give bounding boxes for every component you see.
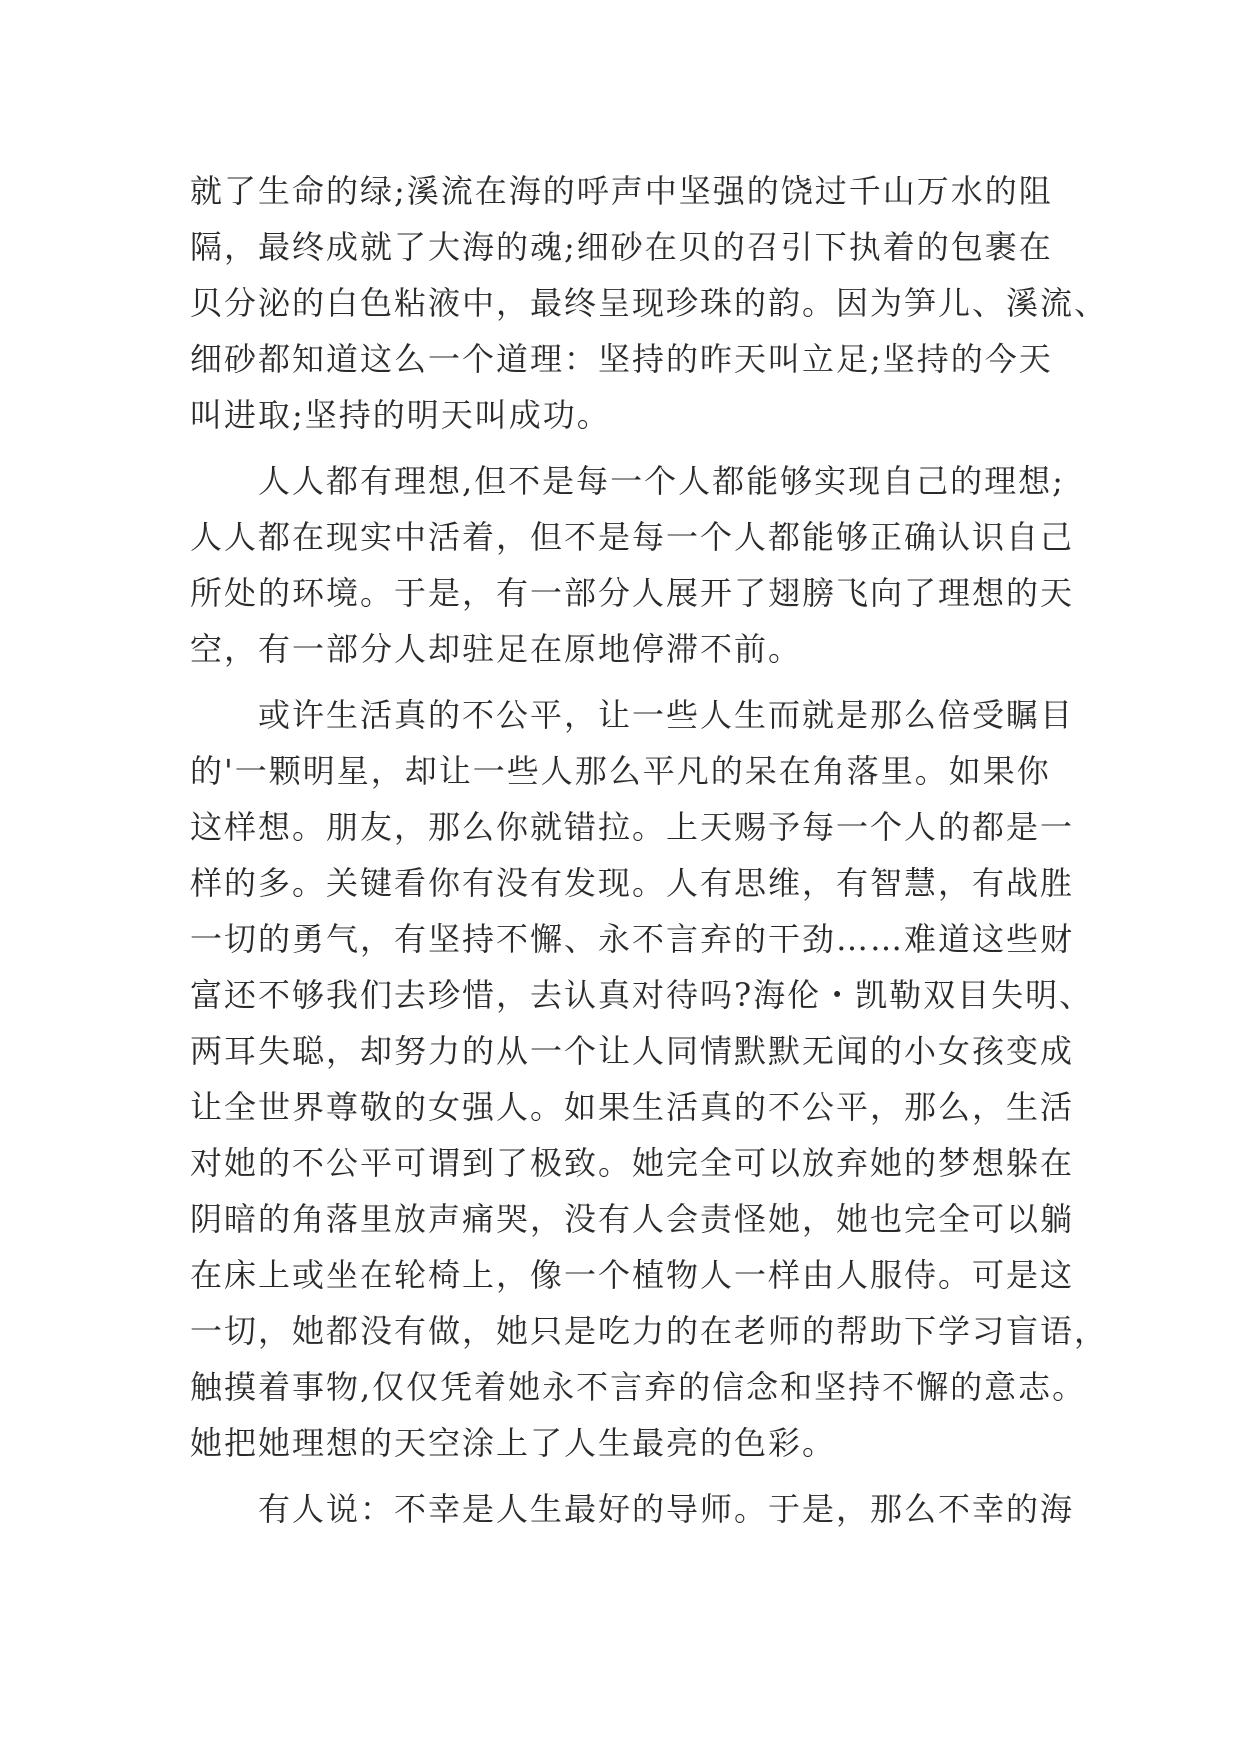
text-line: 她把她理想的天空涂上了人生最亮的色彩。 — [190, 1424, 837, 1462]
paragraph-1 — [190, 163, 1109, 443]
text-line: 就了生命的绿;溪流在海的呼声中坚强的饶过千山万水的阻 — [190, 172, 1053, 210]
text-line: 叫进取;坚持的明天叫成功。 — [190, 396, 611, 434]
text-line: 的'一颗明星，却让一些人那么平凡的呆在角落里。如果你 — [190, 752, 1051, 790]
paragraph-3 — [190, 687, 1109, 1471]
text-line: 两耳失聪，却努力的从一个让人同情默默无闻的小女孩变成 — [190, 1032, 1075, 1070]
text-line: 让全世界尊敬的女强人。如果生活真的不公平，那么，生活 — [190, 1088, 1075, 1126]
text-line: 样的多。关键看你有没有发现。人有思维，有智慧，有战胜 — [190, 864, 1075, 902]
paragraph-4 — [190, 1481, 1075, 1537]
text-line: 一切的勇气，有坚持不懈、永不言弃的干劲……难道这些财 — [190, 920, 1075, 958]
text-line: 隔，最终成就了大海的魂;细砂在贝的召引下执着的包裹在 — [190, 228, 1053, 266]
text-line: 贝分泌的白色粘液中，最终呈现珍珠的韵。因为笋儿、溪流、 — [190, 284, 1109, 322]
text-line: 这样想。朋友，那么你就错拉。上天赐予每一个人的都是一 — [190, 808, 1075, 846]
text-line: 所处的环境。于是，有一部分人展开了翅膀飞向了理想的天 — [190, 574, 1075, 612]
text-line: 有人说：不幸是人生最好的导师。于是，那么不幸的海 — [190, 1490, 1075, 1528]
body-text — [190, 163, 1109, 1537]
paragraph-2 — [190, 453, 1075, 677]
text-line: 或许生活真的不公平，让一些人生而就是那么倍受瞩目 — [190, 696, 1075, 734]
text-line: 一切，她都没有做，她只是吃力的在老师的帮助下学习盲语， — [190, 1312, 1109, 1350]
text-line: 人人都在现实中活着，但不是每一个人都能够正确认识自己 — [190, 518, 1075, 556]
text-line: 触摸着事物,仅仅凭着她永不言弃的信念和坚持不懈的意志。 — [190, 1368, 1087, 1406]
text-line: 细砂都知道这么一个道理：坚持的昨天叫立足;坚持的今天 — [190, 340, 1053, 378]
text-line: 人人都有理想,但不是每一个人都能够实现自己的理想; — [190, 462, 1065, 500]
text-line: 阴暗的角落里放声痛哭，没有人会责怪她，她也完全可以躺 — [190, 1200, 1075, 1238]
text-line: 在床上或坐在轮椅上，像一个植物人一样由人服侍。可是这 — [190, 1256, 1075, 1294]
text-line: 对她的不公平可谓到了极致。她完全可以放弃她的梦想躲在 — [190, 1144, 1075, 1182]
text-line: 空，有一部分人却驻足在原地停滞不前。 — [190, 630, 803, 668]
text-line: 富还不够我们去珍惜，去认真对待吗?海伦・凯勒双目失明、 — [190, 976, 1094, 1014]
